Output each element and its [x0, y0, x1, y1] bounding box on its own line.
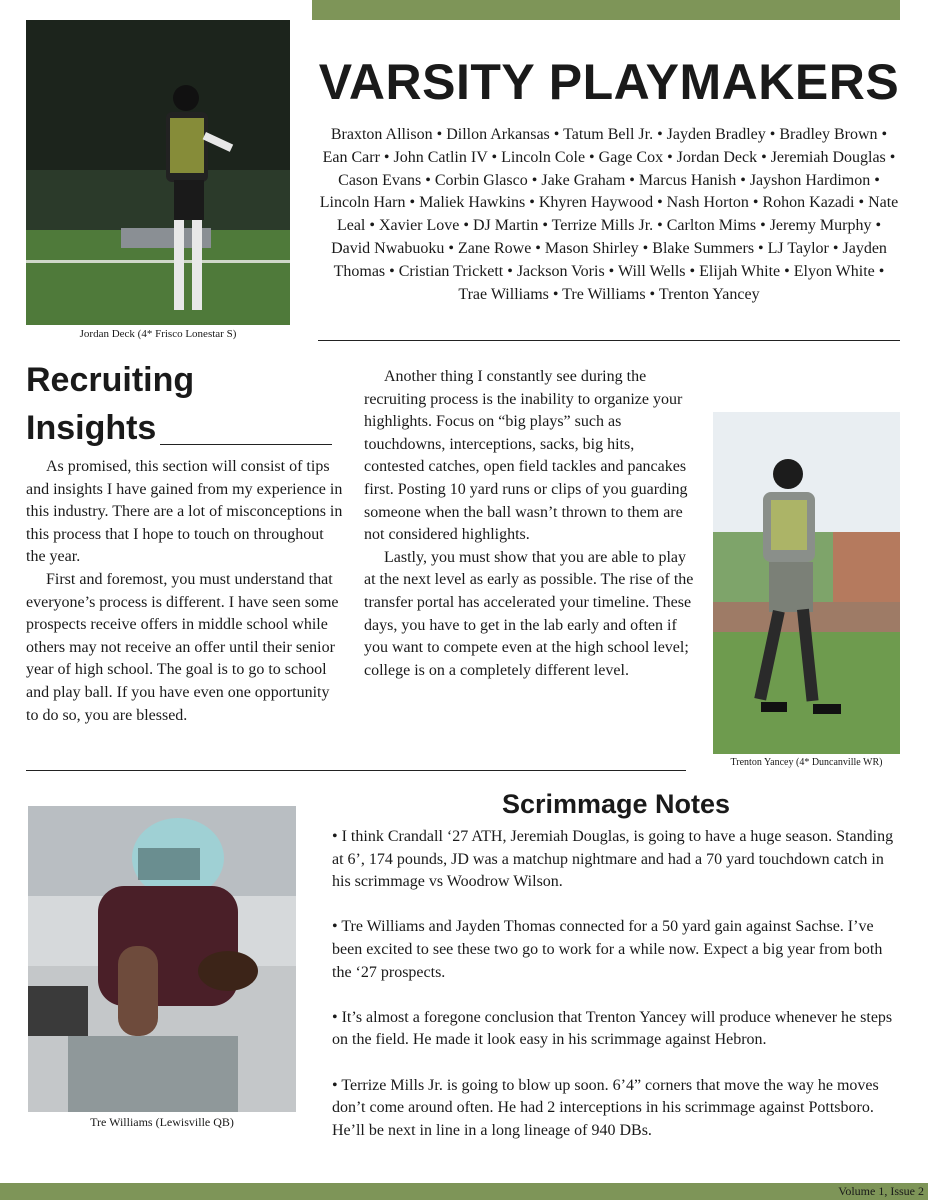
bottom-accent-bar: [0, 1183, 928, 1200]
title-underline: [160, 444, 332, 445]
trenton-yancey-photo: [713, 412, 900, 754]
tre-williams-photo: [28, 806, 296, 1112]
masthead-title: VARSITY PLAYMAKERS: [318, 54, 900, 110]
photo-caption: Jordan Deck (4* Frisco Lonestar S): [79, 328, 237, 340]
paragraph: Lastly, you must show that you are able to play at the next level as early as possible. The rise of the transfer portal has accelerated your timeline. These days, you have to get in the lab early and often if you want to compete even at the high school level; college is on a completely different level.: [364, 548, 694, 679]
title-line: Insights: [26, 409, 157, 447]
section-title-scrimmage: Scrimmage Notes: [501, 789, 731, 819]
insights-column-1: [26, 456, 344, 727]
note-item: • Terrize Mills Jr. is going to blow up soon. 6’4” corners that move the way he moves don’t come around often. He had 2 interceptions in his scrimmage against Pottsboro. He’ll be next in line in a long lineage of 940 DBs.: [332, 1076, 879, 1139]
section-title-insights: [26, 356, 194, 452]
note-item: • Tre Williams and Jayden Thomas connected for a 50 yard gain against Sachse. I’ve been excited to see these two go to work for a while now. Expect a big year from both the ‘27 prospects.: [332, 918, 883, 981]
player-roster: Braxton Allison • Dillon Arkansas • Tatum Bell Jr. • Jayden Bradley • Bradley Brown • Ean Carr • John Catlin IV • Lincoln Cole • Gage Cox • Jordan Deck • Jeremiah Douglas • Cason Evans • Corbin Glasco • Jake Graham • Marcus Hanish • Jayshon Hardimon • Lincoln Harn • Maliek Hawkins • Khyren Haywood • Nash Horton • Rohon Kazadi • Nate Leal • Xavier Love • DJ Martin • Terrize Mills Jr. • Carlton Mims • Jeremy Murphy • David Nwabuoku • Zane Rowe • Mason Shirley • Blake Summers • LJ Taylor • Jayden Thomas • Cristian Trickett • Jackson Voris • Will Wells • Elijah White • Elyon White • Trae Williams • Tre Williams • Trenton Yancey: [319, 126, 899, 303]
jordan-deck-photo: [26, 20, 290, 325]
title-line: Recruiting: [26, 361, 195, 399]
photo-caption: Trenton Yancey (4* Duncanville WR): [730, 757, 883, 768]
paragraph: First and foremost, you must understand that everyone’s process is different. I have seen some prospects receive offers in middle school while others may not receive an offer until their senior year of high school. The goal is to go to school and play ball. If you have even one opportunity to do so, you are blessed.: [26, 570, 339, 724]
divider: [26, 770, 686, 771]
note-item: • I think Crandall ‘27 ATH, Jeremiah Douglas, is going to have a huge season. Standing at 6’, 174 pounds, JD was a matchup nightmare and had a 70 yard touchdown catch in his scrimmage vs Woodrow Wilson.: [332, 828, 894, 891]
photo-caption: Tre Williams (Lewisville QB): [90, 1115, 234, 1129]
insights-column-2: [364, 366, 694, 682]
issue-label: Volume 1, Issue 2: [838, 1184, 924, 1198]
note-item: • It’s almost a foregone conclusion that Trenton Yancey will produce whenever he steps on the field. He made it look easy in his scrimmage against Hebron.: [332, 1008, 893, 1049]
paragraph: Another thing I constantly see during the recruiting process is the inability to organize your highlights. Focus on “big plays” such as touchdowns, interceptions, sacks, big hits, contested catches, open field tackles and pancakes first. Posting 10 yard runs or clips of you guarding someone when the ball wasn’t thrown to them are not considered highlights.: [364, 368, 688, 544]
scrimmage-notes: [332, 826, 902, 1165]
paragraph: As promised, this section will consist of tips and insights I have gained from my experience in this industry. There are a lot of misconceptions in this process that I hope to touch on throughout the year.: [26, 458, 343, 566]
top-accent-bar: [312, 0, 900, 20]
divider: [318, 340, 900, 341]
